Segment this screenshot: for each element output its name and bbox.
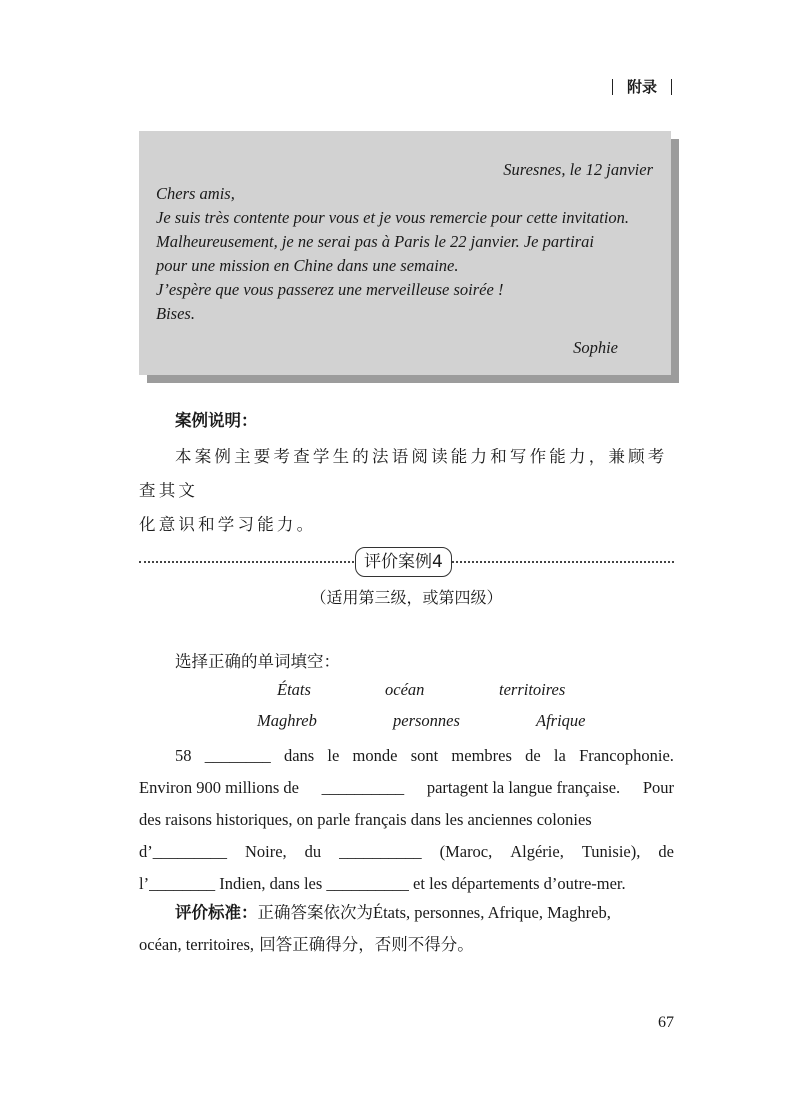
exercise-text: [139, 740, 674, 900]
exercise-instruction: 选择正确的单词填空：: [175, 652, 340, 671]
criteria-text: océan, territoires,: [139, 935, 254, 954]
exercise-line: 58 ________ dans le monde sont membres de la Francophonie.: [175, 746, 674, 765]
letter-signature: Sophie: [573, 338, 618, 357]
letter-line: J’espère que vous passerez une merveilleuse soirée !: [156, 280, 504, 299]
case-description-title: 案例说明：: [175, 411, 258, 430]
header-divider: [671, 79, 672, 95]
letter-date: Suresnes, le 12 janvier: [503, 160, 653, 179]
exercise-line: d’_________ Noire, du __________ (Maroc, Algérie, Tunisie), de: [139, 842, 674, 861]
letter-line: Malheureusement, je ne serai pas à Paris le 22 janvier. Je partirai: [156, 232, 594, 251]
letter-line: pour une mission en Chine dans une semaine.: [156, 256, 459, 275]
word-choice: territoires: [499, 680, 566, 699]
criteria-text: 正确答案依次为États, personnes, Afrique, Maghreb,: [257, 903, 611, 922]
page-number: 67: [658, 1014, 674, 1031]
exercise-line: des raisons historiques, on parle français dans les anciennes colonies: [139, 810, 592, 829]
case-description: [139, 408, 674, 542]
letter-line: Je suis très contente pour vous et je vous remercie pour cette invitation.: [156, 208, 630, 227]
letter-body: [156, 182, 661, 326]
word-choice: Afrique: [536, 711, 586, 730]
letter-line: Chers amis,: [156, 184, 235, 203]
letter-line: Bises.: [156, 304, 195, 323]
word-choice: océan: [385, 680, 425, 699]
header-divider: [612, 79, 613, 95]
case-subtitle: （适用第三级，或第四级）: [310, 588, 503, 607]
case-description-line: 化意识和学习能力。: [139, 515, 317, 534]
evaluation-criteria: [139, 897, 674, 961]
letter-box: [139, 131, 671, 375]
word-choice: Maghreb: [257, 711, 317, 730]
exercise-line: l’________ Indien, dans les __________ et les départements d’outre-mer.: [139, 874, 626, 893]
case-description-line: 本案例主要考查学生的法语阅读能力和写作能力，兼顾考查其文: [139, 447, 668, 500]
case-badge: 评价案例4: [355, 547, 452, 577]
running-header: [612, 76, 672, 97]
section-divider: [139, 547, 674, 577]
case-description-text: [139, 440, 674, 542]
exercise-line: Environ 900 millions de __________ partagent la langue française. Pour: [139, 778, 674, 797]
criteria-label: 评价标准：: [175, 903, 258, 922]
criteria-text: 回答正确得分，否则不得分。: [253, 935, 474, 954]
section-title: 附录: [626, 78, 657, 96]
word-choice: personnes: [393, 711, 460, 730]
word-choice: États: [277, 680, 311, 699]
